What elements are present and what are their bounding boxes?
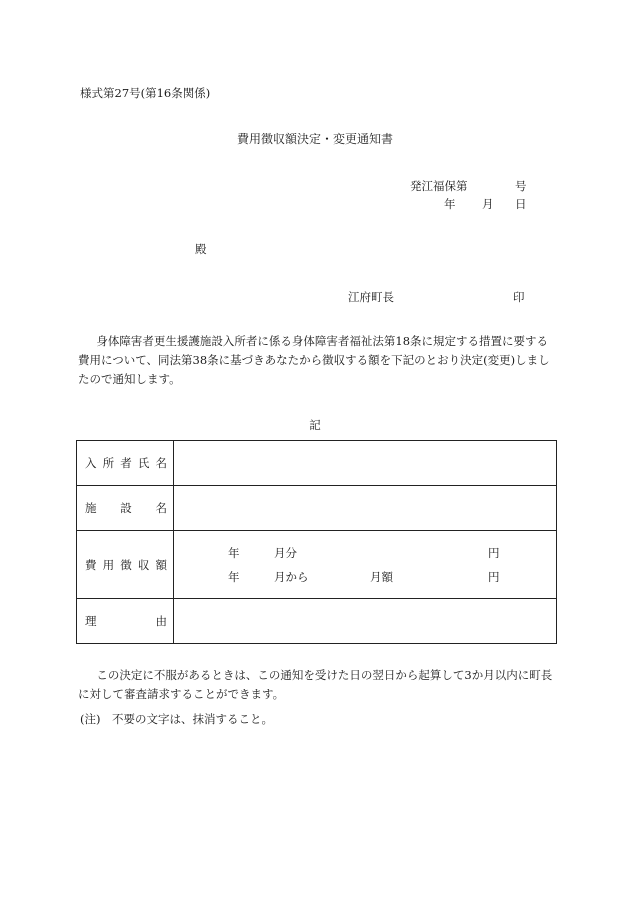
table-row — [77, 599, 557, 644]
fee-month-label: 月分 — [274, 546, 297, 560]
issue-date-month: 月 — [482, 197, 494, 211]
remark-note: (注) 不要の文字は、抹消すること。 — [80, 712, 273, 726]
issue-date-year: 年 — [444, 197, 456, 211]
seal-mark: 印 — [513, 290, 525, 304]
table-row — [77, 486, 557, 531]
sender-title: 江府町長 — [348, 290, 394, 304]
issue-number-suffix: 号 — [515, 179, 527, 193]
issue-date-day: 日 — [515, 197, 527, 211]
fee-month-from-label: 月から — [274, 570, 309, 584]
reason-field[interactable] — [174, 599, 557, 644]
facility-name-field[interactable] — [174, 486, 557, 531]
table-row — [77, 441, 557, 486]
fee-amount-field[interactable] — [174, 531, 557, 599]
fee-year-label: 年 — [228, 546, 240, 560]
fee-line-monthly-from — [174, 569, 556, 585]
issue-number-prefix: 発江福保第 — [410, 179, 468, 193]
ki-heading: 記 — [309, 418, 321, 432]
resident-name-label: 入 所 者 氏 名 — [77, 441, 174, 486]
fee-yen-label: 円 — [488, 546, 500, 560]
resident-name-field[interactable] — [174, 441, 557, 486]
facility-name-label: 施 設 名 — [77, 486, 174, 531]
body-paragraph: 身体障害者更生援護施設入所者に係る身体障害者福祉法第18条に規定する措置に要する費用について、同法第38条に基づきあなたから徴収する額を下記のとおり決定(変更)しましたので通知します。 — [78, 334, 550, 386]
appeal-notice: この決定に不服があるときは、この通知を受けた日の翌日から起算して3か月以内に町長に対して審査請求することができます。 — [78, 668, 553, 701]
table-row — [77, 531, 557, 599]
document-title: 費用徴収額決定・変更通知書 — [236, 132, 393, 146]
fee-amount-label: 費 用 徴 収 額 — [77, 531, 174, 599]
detail-table — [76, 440, 557, 644]
form-number: 様式第27号(第16条関係) — [80, 86, 211, 100]
fee-monthly-label: 月額 — [370, 570, 393, 584]
fee-yen-label: 円 — [488, 570, 500, 584]
addressee-honorific: 殿 — [195, 242, 207, 256]
fee-line-per-month — [174, 545, 556, 561]
reason-label: 理 由 — [77, 599, 174, 644]
fee-year-label: 年 — [228, 570, 240, 584]
